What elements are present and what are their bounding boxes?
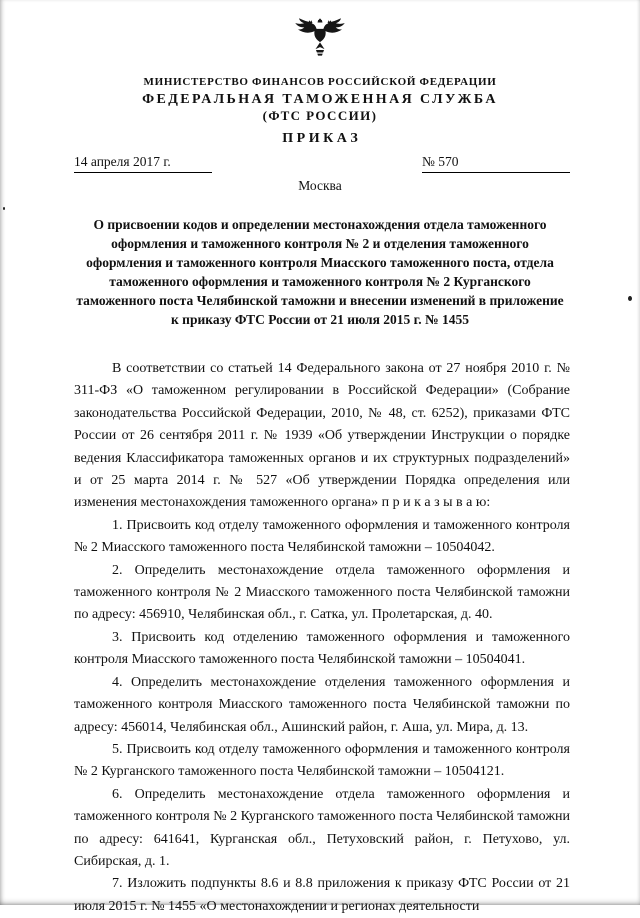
order-body	[74, 358, 570, 918]
paragraph-item-7: 7. Изложить подпункты 8.6 и 8.8 приложения к приказу ФТС России от 21 июля 2015 г. № 1455 «О местонахождении и регионах деятельности	[74, 876, 570, 914]
date-number-row	[74, 154, 570, 173]
russian-coat-of-arms-icon	[293, 18, 347, 64]
paragraph-preamble: В соответствии со статьей 14 Федерального закона от 27 ноября 2010 г. № 311-ФЗ «О таможенном регулировании в Российской Федерации» (Собрание законодательства Российской Федерации, 2010, № 48, ст. 6252), приказами ФТС России от 26 сентября 2011 г. № 1939 «Об утверждении Инструкции о порядке ведения Классификатора таможенных органов и их структурных подразделений» и от 25 марта 2014 г. № 527 «Об утверждении Порядка определения или изменения местонахождения таможенного органа» п р и к а з ы в а ю:	[74, 361, 570, 511]
scan-speck	[628, 296, 632, 301]
scan-speck	[3, 207, 5, 210]
document-header	[0, 0, 640, 147]
paragraph-item-6: 6. Определить местонахождение отдела таможенного оформления и таможенного контроля № 2 Курганского таможенного поста Челябинской таможни по адресу: 641641, Курганская обл., Петуховский район, г. Петухово, ул. Сибирская, д. 1.	[74, 786, 570, 869]
ministry-line: МИНИСТЕРСТВО ФИНАНСОВ РОССИЙСКОЙ ФЕДЕРАЦИИ	[143, 76, 497, 88]
paragraph-item-4: 4. Определить местонахождение отделения таможенного оформления и таможенного контроля Миасского таможенного поста Челябинской таможни по адресу: 456014, Челябинская обл., Ашинский район, г. Аша, ул. Мира, д. 13.	[74, 674, 570, 735]
paragraph-item-1: 1. Присвоить код отделу таможенного оформления и таможенного контроля № 2 Миасского таможенного поста Челябинской таможни – 10504042.	[74, 517, 570, 556]
paragraph-item-2: 2. Определить местонахождение отдела таможенного оформления и таможенного контроля № 2 Миасского таможенного поста Челябинской таможни по адресу: 456910, Челябинская обл., г. Сатка, ул. Пролетарская, д. 40.	[74, 562, 570, 623]
order-number: № 570	[422, 154, 570, 173]
paragraph-item-5: 5. Присвоить код отделу таможенного оформления и таможенного контроля № 2 Курганского таможенного поста Челябинской таможни – 10504121.	[74, 741, 570, 780]
order-title: О присвоении кодов и определении местонахождения отдела таможенного оформления и таможенного контроля № 2 и отделения таможенного оформления и таможенного контроля Миасского таможенного поста, отдела таможенного оформления и таможенного контроля № 2 Курганского таможенного поста Челябинской таможни и внесении изменений в приложение к приказу ФТС России от 21 июля 2015 г. № 1455	[76, 217, 564, 327]
agency-short-line: (ФТС РОССИИ)	[262, 108, 378, 123]
agency-line: ФЕДЕРАЛЬНАЯ ТАМОЖЕННАЯ СЛУЖБА	[142, 92, 498, 107]
order-date: 14 апреля 2017 г.	[74, 154, 212, 173]
city-line: Москва	[298, 178, 342, 193]
paragraph-item-3: 3. Присвоить код отделению таможенного оформления и таможенного контроля Миасского таможенного поста Челябинской таможни – 10504041.	[74, 629, 570, 668]
document-type-label: П Р И К А З	[282, 131, 358, 146]
